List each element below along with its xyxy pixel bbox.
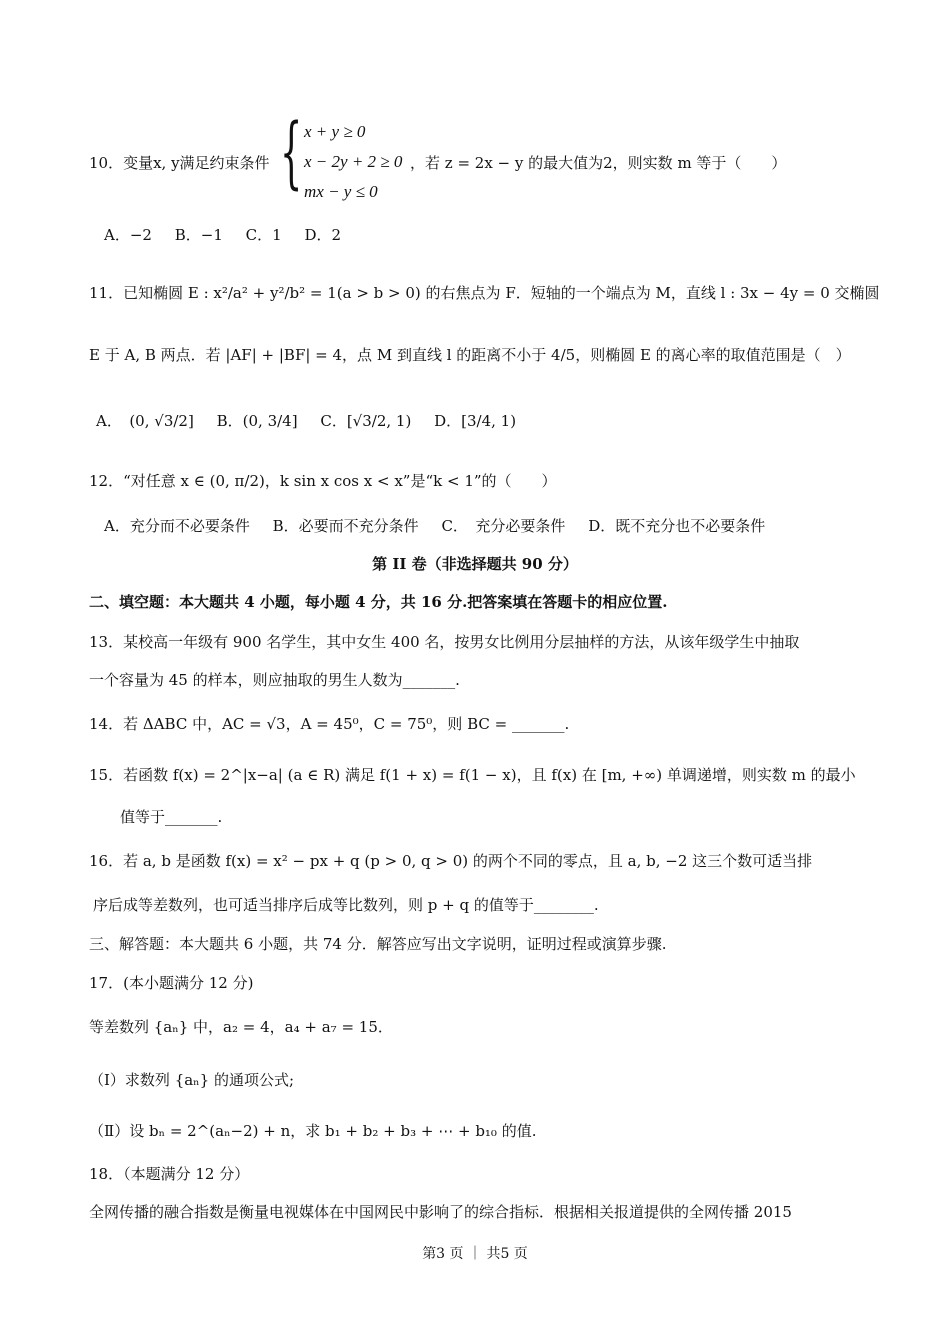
q10-constraint-2: x − 2y + 2 ≥ 0 <box>304 152 403 171</box>
q14-stem: 14．若 ΔABC 中，AC = √3，A = 45⁰，C = 75⁰，则 BC = _______. <box>89 715 570 733</box>
q10-stem-after: ，若 z = 2x − y 的最大值为2，则实数 m 等于（ ） <box>410 154 787 172</box>
q11-line2: E 于 A, B 两点．若 |AF| + |BF| = 4，点 M 到直线 l 的距离不小于 4/5，则椭圆 E 的离心率的取值范围是（ ） <box>89 346 851 364</box>
q12-option-b: B．必要而不充分条件 <box>272 517 419 535</box>
q10-stem <box>89 152 270 174</box>
q10-constraint-1: x + y ≥ 0 <box>304 122 366 141</box>
section2-heading: 二、填空题：本大题共 4 小题，每小题 4 分，共 16 分.把答案填在答题卡的相应位置. <box>89 593 668 611</box>
brace-icon: { <box>280 108 303 198</box>
q12-option-a: A．充分而不必要条件 <box>104 517 250 535</box>
q17-part1: （Ⅰ）求数列 {aₙ} 的通项公式; <box>89 1071 295 1089</box>
section3-heading: 三、解答题：本大题共 6 小题，共 74 分．解答应写出文字说明，证明过程或演算步骤. <box>89 935 667 953</box>
q16-line1: 16．若 a, b 是函数 f(x) = x² − px + q (p > 0, q > 0) 的两个不同的零点，且 a, b, −2 这三个数可适当排 <box>89 852 813 870</box>
q12-options <box>104 515 783 537</box>
q10-option-d: D．2 <box>304 226 342 244</box>
q11-option-a: A． (0, √3/2] <box>96 412 194 430</box>
q15-line1: 15．若函数 f(x) = 2^|x−a| (a ∈ R) 满足 f(1 + x) = f(1 − x)，且 f(x) 在 [m, +∞) 单调递增，则实数 m 的最小 <box>89 766 856 784</box>
q11-option-d: D．[3/4, 1) <box>434 412 517 430</box>
q18-title: 18．（本题满分 12 分） <box>89 1165 250 1183</box>
q11-line1: 11．已知椭圆 E : x²/a² + y²/b² = 1(a > b > 0) 的右焦点为 F．短轴的一个端点为 M，直线 l : 3x − 4y = 0 交椭圆 <box>89 284 880 302</box>
q11-options <box>96 410 534 432</box>
q16-line2: 序后成等差数列，也可适当排序后成等比数列，则 p + q 的值等于________. <box>93 896 599 914</box>
q18-line1: 全网传播的融合指数是衡量电视媒体在中国网民中影响了的综合指标．根据相关报道提供的全网传播 2015 <box>89 1203 792 1221</box>
q11-option-b: B．(0, 3/4] <box>216 412 298 430</box>
q10-option-b: B．−1 <box>174 226 223 244</box>
q17-given: 等差数列 {aₙ} 中，a₂ = 4，a₄ + a₇ = 15． <box>89 1018 393 1036</box>
q12-option-d: D．既不充分也不必要条件 <box>588 517 766 535</box>
part2-title: 第 II 卷（非选择题共 90 分） <box>372 555 578 573</box>
q10-stem-before: 10．变量x, y满足约束条件 <box>89 154 270 172</box>
q13-line2: 一个容量为 45 的样本，则应抽取的男生人数为_______. <box>89 671 460 689</box>
q10-option-c: C．1 <box>245 226 282 244</box>
q10-options <box>104 224 359 246</box>
q12-stem: 12．“对任意 x ∈ (0, π/2)，k sin x cos x < x”是“k < 1”的（ ） <box>89 472 557 490</box>
page-footer: 第3 页 ｜ 共5 页 <box>422 1246 528 1262</box>
q11-option-c: C．[√3/2, 1) <box>320 412 412 430</box>
q12-option-c: C． 充分必要条件 <box>441 517 566 535</box>
q13-line1: 13．某校高一年级有 900 名学生，其中女生 400 名，按男女比例用分层抽样的方法，从该年级学生中抽取 <box>89 633 800 651</box>
q10-constraint-3: mx − y ≤ 0 <box>304 182 378 201</box>
q17-title: 17．(本小题满分 12 分) <box>89 974 254 992</box>
q15-line2: 值等于_______. <box>120 808 223 826</box>
q10-option-a: A．−2 <box>104 226 152 244</box>
q17-part2: （Ⅱ）设 bₙ = 2^(aₙ−2) + n，求 b₁ + b₂ + b₃ + ⋯ + b₁₀ 的值. <box>89 1122 537 1140</box>
